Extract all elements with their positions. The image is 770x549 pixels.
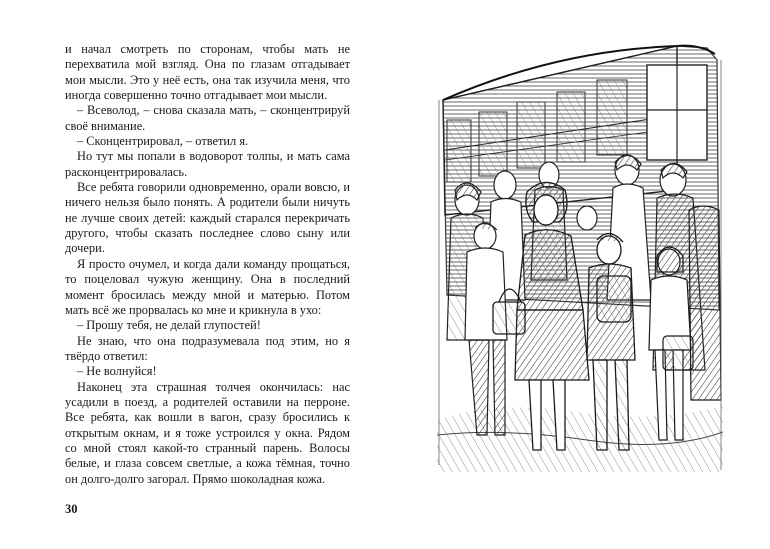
body-text — [65, 42, 350, 487]
page-number: 30 — [65, 502, 78, 516]
man-right-figure — [689, 206, 721, 400]
paragraph: Все ребята говорили одновременно, орали вовсю, и ничего нельзя было понять. А родители были ничуть не лучше своих детей: каждый старался перекричать другого, чтобы сказать последнее слово сыну или дочери. — [65, 180, 350, 256]
paragraph: – Прошу тебя, не делай глупостей! — [77, 318, 261, 333]
paragraph: – Не волнуйся! — [77, 364, 157, 379]
paragraph: Но тут мы попали в водоворот толпы, и мать сама расконцентрировалась. — [65, 149, 350, 179]
paragraph: Я просто очумел, и когда дали команду прощаться, то поцеловал чужую женщину. Она в последний момент бросилась между мной и матерью. Потом мать всё же прорвалась ко мне и крикнула в ухо: — [65, 256, 350, 317]
paragraph: – Сконцентрировал, – ответил я. — [77, 134, 249, 149]
paragraph: Наконец эта страшная толчея окончилась: нас усадили в поезд, а родителей оставили на перроне. Все ребята, как вошли в вагон, сразу бросились к открытым окнам, и я тоже устроился у окна. Рядом со мной стоял какой-то странный парень. Волосы белые, и глаза совсем светлые, а кожа тёмная, точно он долго-долго загорал. Прямо шоколадная кожа. — [65, 379, 350, 486]
paragraph: Не знаю, что она подразумевала под этим, но я твёрдо ответил: — [65, 333, 350, 363]
illustration-crowd-at-train — [437, 40, 723, 472]
paragraph: и начал смотреть по сторонам, чтобы мать не перехватила мой взгляд. Она по глазам отгадывает мои мысли. Это у неё есть, она так изучила меня, что иногда совершенно точно отгадывает мои мысли. — [65, 42, 350, 103]
paragraph: – Всеволод, – снова сказала мать, – сконцентрируй своё внимание. — [65, 103, 350, 133]
